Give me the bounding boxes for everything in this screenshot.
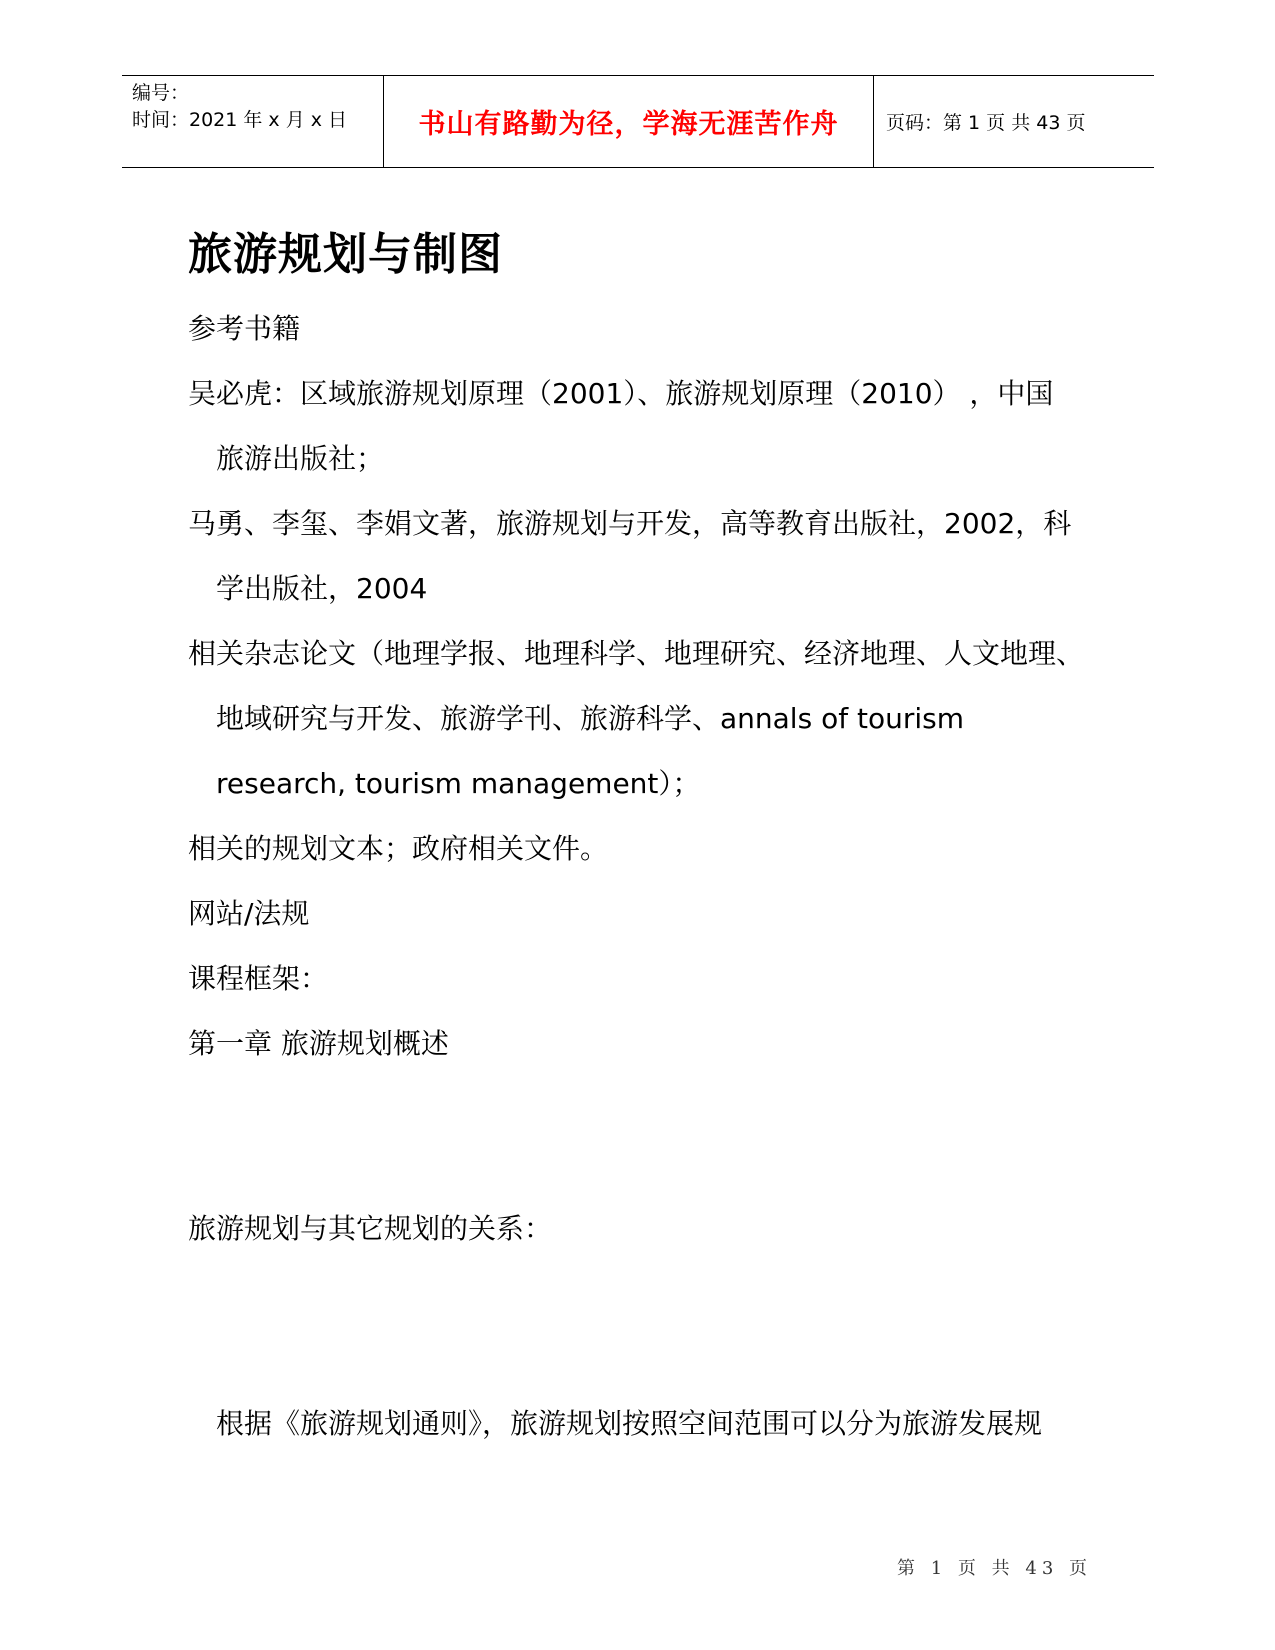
blank-space bbox=[188, 1076, 1100, 1196]
document-time-label: 时间：2021 年 x 月 x 日 bbox=[132, 109, 348, 131]
header-page-cell bbox=[874, 76, 1154, 167]
paragraph-journals: 相关杂志论文（地理学报、地理科学、地理研究、经济地理、人文地理、 bbox=[188, 637, 1085, 670]
document-body bbox=[188, 296, 1100, 1456]
paragraph-course-framework: 课程框架： bbox=[188, 962, 329, 995]
paragraph-reference-1-cont: 旅游出版社； bbox=[216, 442, 385, 475]
paragraph-journals-cont-2: research, tourism management）； bbox=[216, 767, 701, 800]
paragraph-websites: 网站/法规 bbox=[188, 897, 310, 930]
header-page-info: 页码：第 1 页 共 43 页 bbox=[886, 112, 1086, 134]
paragraph-reference-1: 吴必虎：区域旅游规划原理（2001）、旅游规划原理（2010） ，中国 bbox=[188, 377, 1054, 410]
page-header bbox=[122, 75, 1154, 168]
paragraph-references-heading: 参考书籍 bbox=[188, 312, 301, 345]
blank-space bbox=[188, 1261, 1100, 1391]
paragraph-reference-2: 马勇、李玺、李娟文著，旅游规划与开发，高等教育出版社，2002，科 bbox=[188, 507, 1072, 540]
header-motto: 书山有路勤为径，学海无涯苦作舟 bbox=[418, 109, 839, 140]
paragraph-relationship: 旅游规划与其它规划的关系： bbox=[188, 1212, 553, 1245]
header-meta-cell bbox=[122, 76, 384, 167]
paragraph-chapter-1: 第一章 旅游规划概述 bbox=[188, 1027, 449, 1060]
document-title: 旅游规划与制图 bbox=[188, 229, 503, 280]
paragraph-planning-texts: 相关的规划文本；政府相关文件。 bbox=[188, 832, 609, 865]
page-footer: 第 1 页 共 43 页 bbox=[897, 1558, 1092, 1579]
paragraph-reference-2-cont: 学出版社，2004 bbox=[216, 572, 428, 605]
paragraph-classification: 根据《旅游规划通则》，旅游规划按照空间范围可以分为旅游发展规 bbox=[216, 1407, 1043, 1440]
header-motto-cell bbox=[384, 76, 874, 167]
paragraph-journals-cont-1: 地域研究与开发、旅游学刊、旅游科学、annals of tourism bbox=[216, 702, 964, 735]
document-number-label: 编号： bbox=[132, 82, 190, 104]
